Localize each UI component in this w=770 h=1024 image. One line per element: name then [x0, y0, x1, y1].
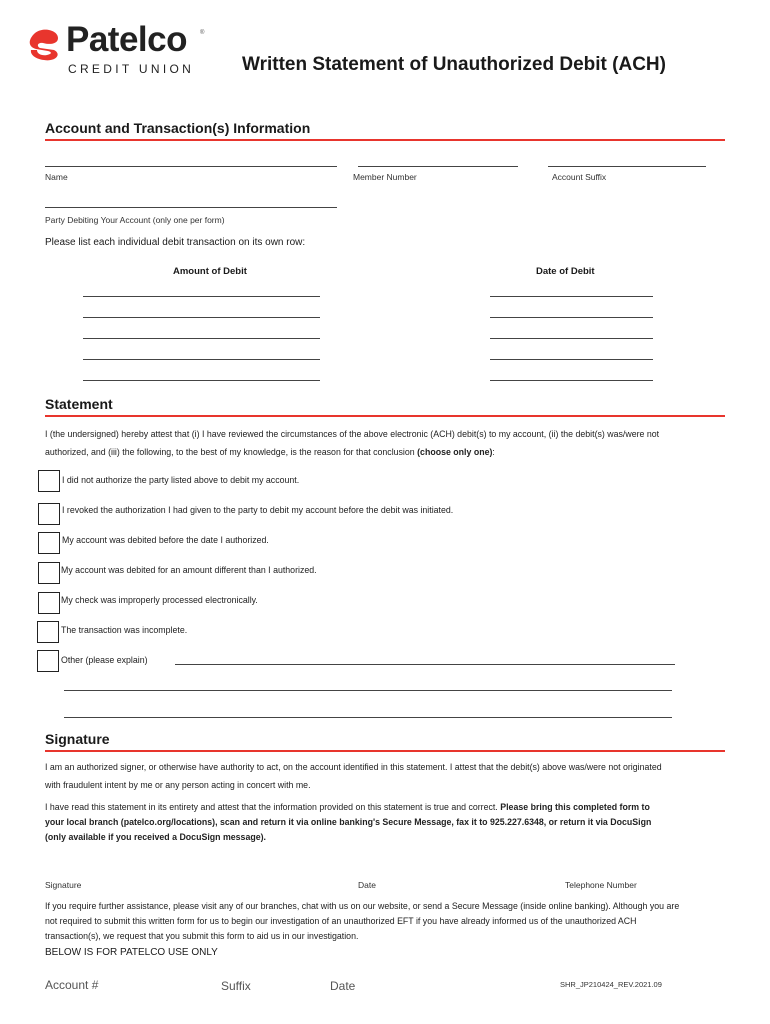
- assist-line1: If you require further assistance, please visit any of our branches, chat with us on our website, or send a Secure Message (inside online banking). Although you are: [45, 901, 680, 911]
- reason-option-label: The transaction was incomplete.: [61, 625, 188, 635]
- party-debiting-field[interactable]: [45, 207, 337, 208]
- assistance-note: [45, 899, 735, 944]
- telephone-label: Telephone Number: [565, 880, 637, 890]
- statement-heading: Statement: [45, 396, 113, 412]
- explain-line-2[interactable]: [64, 690, 672, 691]
- brand-subtitle: CREDIT UNION: [68, 62, 195, 76]
- other-explain-field[interactable]: [175, 664, 675, 665]
- explain-line-3[interactable]: [64, 717, 672, 718]
- date-column-header: Date of Debit: [536, 266, 595, 277]
- debit-date-field[interactable]: [490, 338, 653, 339]
- debit-amount-field[interactable]: [83, 380, 320, 381]
- instruction-text: Please list each individual debit transaction on its own row:: [45, 237, 306, 248]
- reason-option-label: My check was improperly processed electronically.: [61, 595, 258, 605]
- document-title: Written Statement of Unauthorized Debit (ACH): [242, 54, 666, 75]
- debit-date-field[interactable]: [490, 296, 653, 297]
- assist-line2: not required to submit this written form for us to begin our investigation of an unauthorized EFT if you have already informed us of the unauthorized ACH: [45, 916, 637, 926]
- section-divider: [45, 415, 725, 417]
- debit-date-field[interactable]: [490, 380, 653, 381]
- footer-account-label: Account #: [45, 978, 99, 992]
- section-divider: [45, 139, 725, 141]
- member-number-field[interactable]: [358, 166, 518, 167]
- account-section-heading: Account and Transaction(s) Information: [45, 120, 311, 136]
- signer-attestation: [45, 758, 735, 794]
- reason-option-label: My account was debited for an amount different than I authorized.: [61, 565, 317, 575]
- signature-date-label: Date: [358, 880, 376, 890]
- reason-checkbox[interactable]: [37, 621, 59, 643]
- statement-intro-line1: I (the undersigned) hereby attest that (i) I have reviewed the circumstances of the above electronic (ACH) debit(s) to my account, (ii) the debit(s) was/were not: [45, 429, 660, 439]
- debit-amount-field[interactable]: [83, 296, 320, 297]
- reason-option-label: I revoked the authorization I had given to the party to debit my account before the debit was initiated.: [62, 505, 454, 515]
- reason-checkbox[interactable]: [38, 503, 60, 525]
- debit-amount-field[interactable]: [83, 317, 320, 318]
- brand-name: Patelco: [66, 20, 187, 59]
- patelco-logo-icon: [28, 28, 62, 62]
- name-label: Name: [45, 172, 68, 182]
- reason-option-label: My account was debited before the date I authorized.: [62, 535, 269, 545]
- name-field[interactable]: [45, 166, 337, 167]
- return-line3: (only available if you received a DocuSign message).: [45, 832, 266, 842]
- return-line2: your local branch (patelco.org/locations), scan and return it via online banking's Secure Message, fax it to 925.227.6348, or return it via DocuSign: [45, 817, 652, 827]
- debit-amount-field[interactable]: [83, 359, 320, 360]
- attestation-line2: with fraudulent intent by me or any person acting in concert with me.: [45, 780, 311, 790]
- signature-heading: Signature: [45, 731, 110, 747]
- section-divider: [45, 750, 725, 752]
- amount-column-header: Amount of Debit: [173, 266, 247, 277]
- return-instructions: [45, 800, 735, 845]
- footer-date-label: Date: [330, 979, 356, 993]
- member-number-label: Member Number: [353, 172, 417, 182]
- reason-checkbox[interactable]: [38, 532, 60, 554]
- reason-checkbox[interactable]: [38, 562, 60, 584]
- reason-checkbox[interactable]: [38, 470, 60, 492]
- form-code: SHR_JP210424_REV.2021.09: [560, 980, 662, 989]
- debit-date-field[interactable]: [490, 317, 653, 318]
- reason-checkbox[interactable]: [38, 592, 60, 614]
- debit-amount-field[interactable]: [83, 338, 320, 339]
- statement-intro: [45, 425, 735, 461]
- party-debiting-label: Party Debiting Your Account (only one per form): [45, 215, 225, 225]
- statement-intro-line2: authorized, and (iii) the following, to the best of my knowledge, is the reason for that conclusion (choose only one):: [45, 447, 495, 457]
- internal-use-label: BELOW IS FOR PATELCO USE ONLY: [45, 947, 218, 958]
- registered-mark: ®: [200, 30, 205, 36]
- signature-label: Signature: [45, 880, 82, 890]
- return-line1: I have read this statement in its entirety and attest that the information provided on this statement is true and correct. Please bring this completed form to: [45, 802, 650, 812]
- reason-option-label: I did not authorize the party listed above to debit my account.: [62, 475, 300, 485]
- reason-option-label: Other (please explain): [61, 655, 148, 665]
- footer-suffix-label: Suffix: [221, 979, 251, 993]
- assist-line3: transaction(s), we request that you submit this form to aid us in our investigation.: [45, 931, 359, 941]
- debit-date-field[interactable]: [490, 359, 653, 360]
- account-suffix-field[interactable]: [548, 166, 706, 167]
- account-suffix-label: Account Suffix: [552, 172, 607, 182]
- reason-checkbox[interactable]: [37, 650, 59, 672]
- attestation-line1: I am an authorized signer, or otherwise have authority to act, on the account identified in this statement. I attest that the debit(s) above was/were not originated: [45, 762, 662, 772]
